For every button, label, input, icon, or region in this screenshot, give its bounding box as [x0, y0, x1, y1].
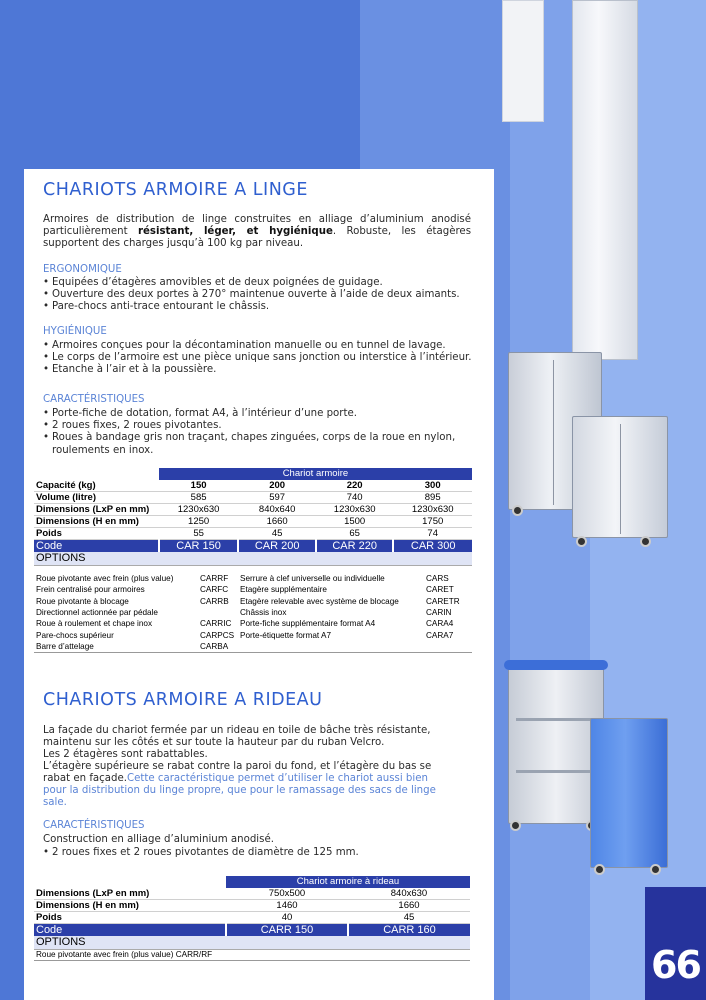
- cell: 597: [238, 491, 316, 503]
- ergonomique-heading: ERGONOMIQUE: [43, 264, 122, 275]
- cell: 895: [393, 491, 472, 503]
- cabinet-photo-top-right: [572, 0, 638, 360]
- cell: 40: [226, 911, 348, 923]
- wheel-icon: [510, 820, 521, 831]
- caracteristiques-heading: CARACTÉRISTIQUES: [43, 394, 145, 405]
- list-item: • 2 roues fixes et 2 roues pivotantes de diamètre de 125 mm.: [43, 847, 473, 859]
- product-code: CARR 150: [226, 923, 348, 936]
- options-header: OPTIONS: [34, 936, 470, 949]
- cell: 45: [238, 527, 316, 539]
- cell: 1500: [316, 515, 394, 527]
- armoire-options-table: [34, 573, 472, 653]
- row-label: Poids: [34, 911, 226, 923]
- curtain-cabinet-photo: [590, 718, 668, 868]
- cell: 65: [316, 527, 394, 539]
- product-code: CAR 220: [316, 539, 394, 552]
- cell: 1230x630: [393, 503, 472, 515]
- list-item: • Equipées d’étagères amovibles et de deux poignées de guidage.: [43, 277, 473, 289]
- option-code: CARS: [426, 574, 449, 584]
- hygienique-list: [43, 340, 473, 377]
- construction-text: Construction en alliage d’aluminium anodisé.: [43, 834, 274, 845]
- table-header: Chariot armoire: [159, 468, 472, 480]
- cell: 200: [238, 480, 316, 492]
- caracteristiques-list: [43, 847, 473, 859]
- option-label: Châssis inox: [240, 608, 287, 618]
- cell: 150: [159, 480, 239, 492]
- list-item: • Le corps de l’armoire est une pièce unique sans jonction ou interstice à l’intérieur.: [43, 352, 473, 364]
- cabinet-door-line: [620, 424, 621, 534]
- caracteristiques-heading: CARACTÉRISTIQUES: [43, 820, 145, 831]
- option-code: CARPCS: [200, 630, 235, 640]
- cell: 1750: [393, 515, 472, 527]
- option-row: [34, 949, 470, 960]
- option-label: Etagère relevable avec système de blocage: [240, 596, 399, 606]
- product-code: CAR 300: [393, 539, 472, 552]
- wheel-icon: [512, 505, 523, 516]
- option-label: Frein centralisé pour armoires: [36, 585, 145, 595]
- cell: 1230x630: [159, 503, 239, 515]
- row-label: Dimensions (H en mm): [34, 515, 159, 527]
- product-code: CAR 200: [238, 539, 316, 552]
- cabinet-shelf: [516, 770, 596, 773]
- row-label: Poids: [34, 527, 159, 539]
- option-label: Barre d’attelage: [34, 641, 198, 652]
- paragraph-text: La façade du chariot fermée par un rideau en toile de bâche très résistante, maintenu sur les côtés et sur toute la hauteur par du ruban Velcro.: [43, 725, 431, 748]
- ergonomique-list: [43, 277, 473, 314]
- wheel-icon: [650, 864, 661, 875]
- list-item: • Roues à bandage gris non traçant, chapes zinguées, corps de la roue en nylon, roulements en inox.: [43, 432, 458, 456]
- cabinet-door-line: [553, 360, 554, 505]
- row-label: Volume (litre): [34, 491, 159, 503]
- option-code: CARBA: [198, 641, 238, 652]
- paragraph-text: L’étagère supérieure se rabat contre la paroi du fond, et l’étagère du bas se rabat en façade.Cette caractéristique permet d’utiliser le chariot aussi bien pour la distribution du linge propre, que pour le ramassage des sacs de linge sale.: [43, 761, 436, 808]
- list-item: • Ouverture des deux portes à 270° maintenue ouverte à l’aide de deux aimants.: [43, 289, 473, 301]
- cell: 1230x630: [316, 503, 394, 515]
- cell: 1660: [348, 899, 470, 911]
- row-label: Capacité (kg): [34, 480, 159, 492]
- wheel-icon: [640, 536, 651, 547]
- option-code: CARRB: [200, 596, 229, 606]
- armoire-table: [34, 468, 472, 566]
- cabinet-photo-top-left: [502, 0, 544, 122]
- option-label: [238, 641, 424, 652]
- product-code: CARR 160: [348, 923, 470, 936]
- caracteristiques-list: [43, 408, 458, 457]
- cell: 220: [316, 480, 394, 492]
- cell: 740: [316, 491, 394, 503]
- cabinet-shelf: [516, 718, 596, 721]
- option-code: CARA7: [426, 630, 454, 640]
- option-label: Porte-fiche supplémentaire format A4: [240, 619, 376, 629]
- wheel-icon: [576, 536, 587, 547]
- wheel-icon: [594, 864, 605, 875]
- option-label: Roue pivotante avec frein (plus value): [36, 950, 174, 960]
- option-code: CARA4: [426, 619, 454, 629]
- option-code: CARETR: [426, 596, 460, 606]
- page-number: 66: [645, 887, 706, 1000]
- cell: 74: [393, 527, 472, 539]
- cell: 1660: [238, 515, 316, 527]
- cell: 840x640: [238, 503, 316, 515]
- option-code: CARIN: [426, 608, 452, 618]
- product-code: CAR 150: [159, 539, 239, 552]
- cell: 45: [348, 911, 470, 923]
- paragraph-text: Les 2 étagères sont rabattables.: [43, 749, 208, 760]
- code-label: Code: [34, 539, 159, 552]
- table-header: Chariot armoire à rideau: [226, 876, 470, 888]
- cell: 300: [393, 480, 472, 492]
- list-item: • Etanche à l’air et à la poussière.: [43, 364, 473, 376]
- option-label: Roue pivotante à blocage: [36, 596, 129, 606]
- option-code: [198, 607, 238, 618]
- list-item: • Porte-fiche de dotation, format A4, à l’intérieur d’une porte.: [43, 408, 458, 420]
- cell: 750x500: [226, 888, 348, 900]
- cell: 1250: [159, 515, 239, 527]
- cell: 585: [159, 491, 239, 503]
- hygienique-heading: HYGIÉNIQUE: [43, 326, 107, 337]
- rideau-table: [34, 876, 470, 961]
- row-label: Dimensions (H en mm): [34, 899, 226, 911]
- list-item: • Pare-chocs anti-trace entourant le châssis.: [43, 301, 473, 313]
- option-label: Roue pivotante avec frein (plus value): [36, 574, 174, 584]
- cell: 840x630: [348, 888, 470, 900]
- cell: 1460: [226, 899, 348, 911]
- section-title: CHARIOTS ARMOIRE A RIDEAU: [43, 690, 323, 710]
- option-code: [424, 641, 472, 652]
- intro-paragraph: Armoires de distribution de linge construites en alliage d’aluminium anodisé particulièrement résistant, léger, et hygiénique. Robuste, les étagères supportent des charges jusqu’à 100 kg par niveau.: [43, 214, 471, 249]
- option-code: CARET: [426, 585, 454, 595]
- list-item: • Armoires conçues pour la décontamination manuelle ou en tunnel de lavage.: [43, 340, 473, 352]
- option-label: Roue à roulement et chape inox: [36, 619, 153, 629]
- rideau-paragraph: [43, 725, 453, 809]
- option-label: Pare-chocs supérieur: [36, 630, 114, 640]
- option-code: CARR/RF: [175, 950, 213, 960]
- code-label: Code: [34, 923, 226, 936]
- row-label: Dimensions (LxP en mm): [34, 503, 159, 515]
- option-code: CARFC: [200, 585, 229, 595]
- option-code: CARRIC: [200, 619, 232, 629]
- row-label: Dimensions (LxP en mm): [34, 888, 226, 900]
- option-label: Porte-étiquette format A7: [240, 630, 332, 640]
- option-label: Directionnel actionnée par pédale: [36, 608, 158, 618]
- options-header: OPTIONS: [34, 552, 472, 565]
- option-code: CARRF: [200, 574, 229, 584]
- list-item: • 2 roues fixes, 2 roues pivotantes.: [43, 420, 458, 432]
- cabinet-top-roll: [504, 660, 608, 670]
- section-title: CHARIOTS ARMOIRE A LINGE: [43, 180, 308, 200]
- cell: 55: [159, 527, 239, 539]
- option-label: Etagère supplémentaire: [240, 585, 327, 595]
- option-label: Serrure à clef universelle ou individuelle: [240, 574, 385, 584]
